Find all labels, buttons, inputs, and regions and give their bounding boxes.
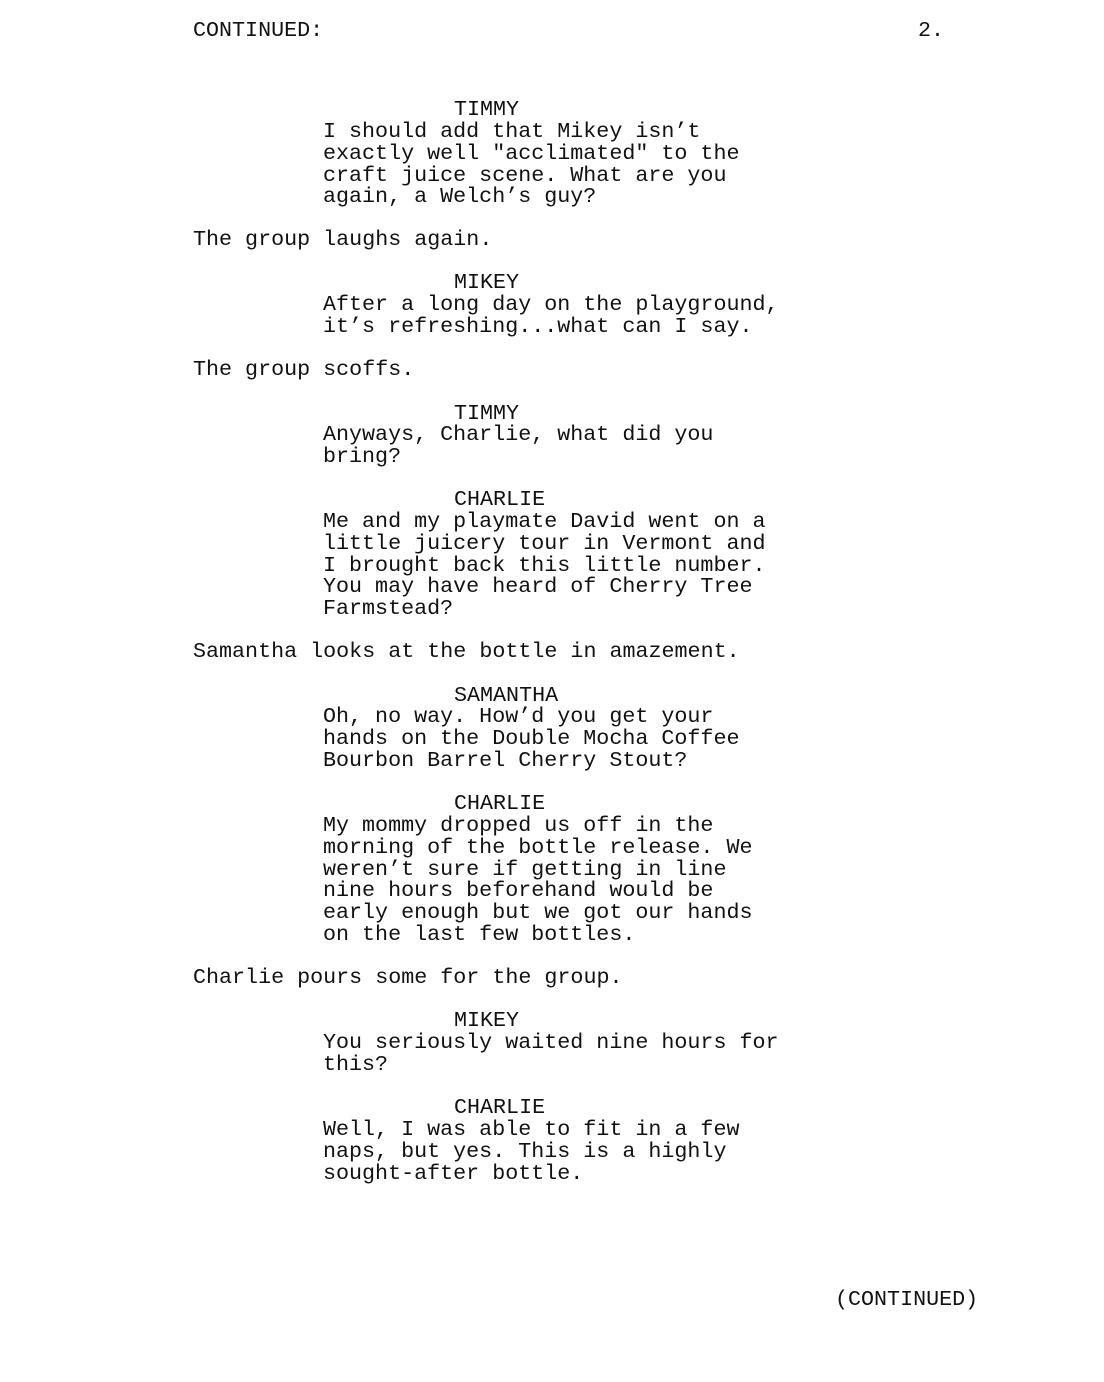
dialogue-line: this?: [323, 1051, 389, 1077]
dialogue-line: bring?: [323, 443, 402, 469]
dialogue: [323, 511, 766, 620]
character-name: MIKEY: [454, 270, 520, 295]
footer-continued: (CONTINUED): [835, 1287, 979, 1312]
dialogue-line: Well, I was able to fit in a few: [323, 1117, 740, 1142]
dialogue-line: After a long day on the playground,: [323, 292, 779, 317]
action-line: The group laughs again.: [193, 227, 493, 252]
dialogue-line: Oh, no way. How’d you get your: [323, 704, 714, 729]
dialogue: [323, 121, 739, 208]
dialogue-line: craft juice scene. What are you: [323, 162, 727, 188]
action-line: The group scoffs.: [193, 357, 415, 382]
character-name: SAMANTHA: [454, 683, 559, 708]
action-line: Samantha looks at the bottle in amazement.: [193, 639, 740, 664]
dialogue-line: You may have heard of Cherry Tree: [323, 574, 753, 600]
dialogue: [323, 1119, 739, 1184]
dialogue-line: weren’t sure if getting in line: [323, 856, 727, 882]
character-name: TIMMY: [454, 401, 520, 426]
dialogue-line: it’s refreshing...what can I say.: [323, 313, 753, 339]
dialogue-line: morning of the bottle release. We: [323, 834, 753, 860]
dialogue-line: I brought back this little number.: [323, 552, 766, 578]
dialogue-line: again, a Welch’s guy?: [323, 184, 597, 210]
dialogue-line: on the last few bottles.: [323, 921, 636, 947]
dialogue-line: little juicery tour in Vermont and: [323, 530, 766, 556]
action-line: Charlie pours some for the group.: [193, 965, 623, 990]
character-name: CHARLIE: [454, 791, 546, 816]
dialogue-line: early enough but we got our hands: [323, 900, 753, 926]
dialogue-line: Anyways, Charlie, what did you: [323, 422, 714, 447]
dialogue: [323, 706, 739, 771]
dialogue: [323, 815, 752, 946]
dialogue-line: Farmstead?: [323, 596, 454, 622]
header-continued: CONTINUED:: [193, 18, 324, 43]
dialogue-line: naps, but yes. This is a highly: [323, 1138, 727, 1164]
dialogue-line: exactly well "acclimated" to the: [323, 140, 740, 166]
dialogue: [323, 1032, 779, 1076]
dialogue-line: My mommy dropped us off in the: [323, 813, 714, 838]
dialogue-line: Me and my playmate David went on a: [323, 509, 766, 534]
dialogue-line: Bourbon Barrel Cherry Stout?: [323, 747, 688, 773]
character-name: CHARLIE: [454, 487, 546, 512]
dialogue-line: I should add that Mikey isn’t: [323, 119, 701, 144]
dialogue-line: sought-after bottle.: [323, 1160, 584, 1186]
dialogue: [323, 294, 779, 338]
dialogue-line: hands on the Double Mocha Coffee: [323, 725, 740, 751]
dialogue-line: You seriously waited nine hours for: [323, 1030, 779, 1055]
dialogue-line: nine hours beforehand would be: [323, 878, 714, 904]
character-name: CHARLIE: [454, 1095, 546, 1120]
page-number: 2.: [918, 18, 945, 43]
character-name: TIMMY: [454, 97, 520, 122]
dialogue: [323, 424, 713, 468]
character-name: MIKEY: [454, 1008, 520, 1033]
